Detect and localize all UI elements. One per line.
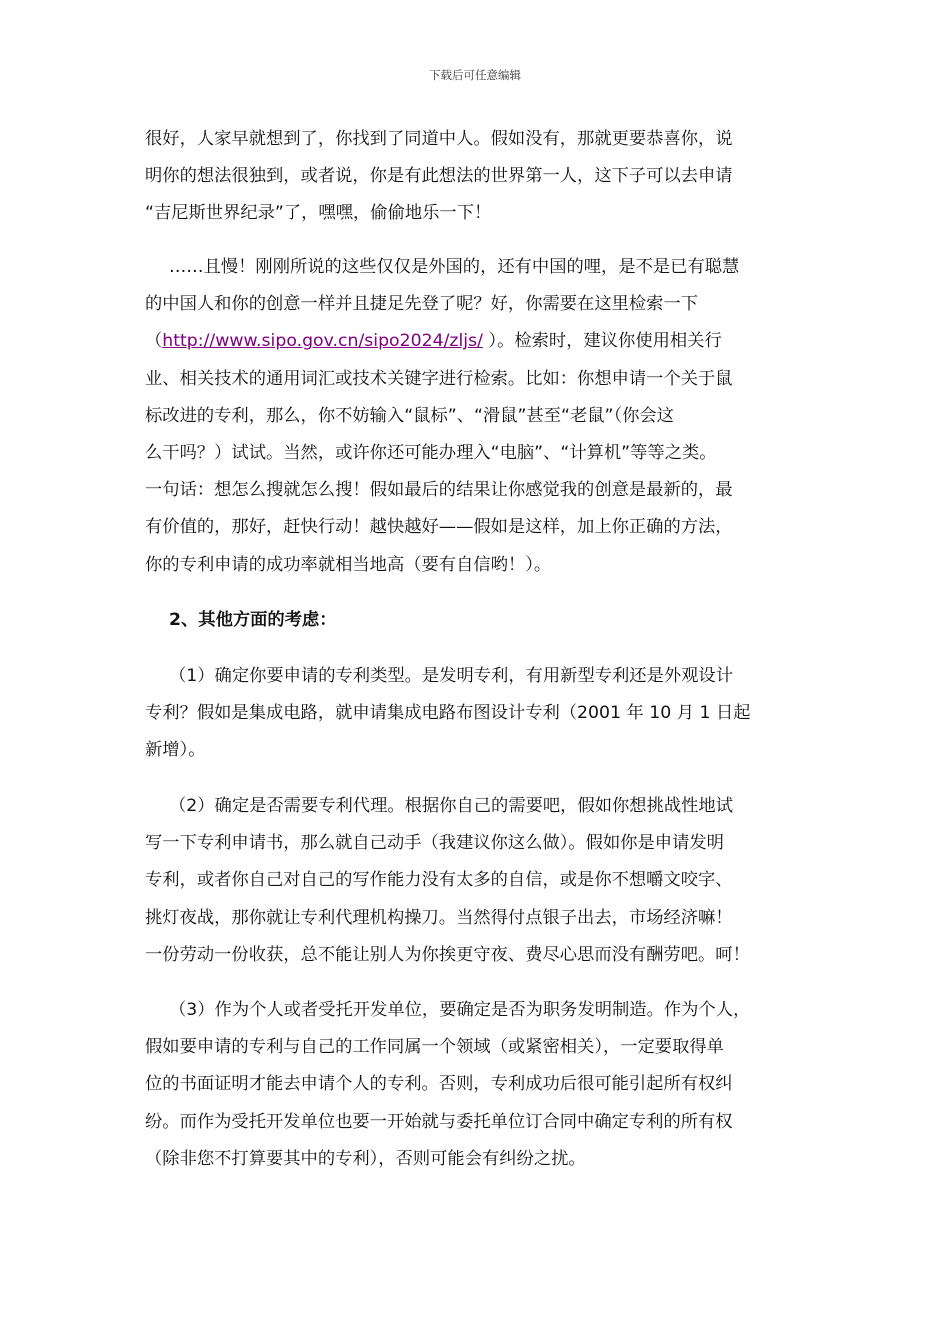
text-line: 有价值的，那好，赶快行动！越快越好——假如是这样，加上你正确的方法， bbox=[145, 517, 733, 538]
text-line: （3）作为个人或者受托开发单位，要确定是否为职务发明制造。作为个人， bbox=[169, 1000, 751, 1020]
text-line: 的中国人和你的创意一样并且捷足先登了呢？好，你需要在这里检索一下 bbox=[145, 294, 699, 315]
paragraph-item-1 bbox=[145, 658, 807, 770]
page-header: 下载后可任意编辑 bbox=[429, 68, 521, 82]
text-line: 一份劳动一份收获，总不能让别人为你挨更守夜、费尽心思而没有酬劳吧。呵！ bbox=[145, 944, 750, 965]
text-line: 挑灯夜战，那你就让专利代理机构操刀。当然得付点银子出去，市场经济嘛！ bbox=[145, 907, 733, 928]
paragraph-item-2 bbox=[145, 788, 807, 974]
text-line: 位的书面证明才能去申请个人的专利。否则，专利成功后很可能引起所有权纠 bbox=[145, 1074, 733, 1095]
text-line: 一句话：想怎么搜就怎么搜！假如最后的结果让你感觉我的创意是最新的，最 bbox=[145, 480, 733, 501]
text-line: （2）确定是否需要专利代理。根据你自己的需要吧，假如你想挑战性地试 bbox=[169, 796, 733, 816]
text-line: 么干吗？）试试。当然，或许你还可能办理入“电脑”、“计算机”等等之类。 bbox=[145, 443, 717, 464]
section-heading bbox=[145, 602, 807, 639]
text-line: “吉尼斯世界纪录”了，嘿嘿，偷偷地乐一下！ bbox=[145, 203, 492, 224]
text-line: 标改进的专利，那么，你不妨输入“鼠标”、“滑鼠”甚至“老鼠”（你会这 bbox=[145, 405, 674, 426]
text-line: 很好，人家早就想到了，你找到了同道中人。假如没有，那就更要恭喜你，说 bbox=[145, 129, 733, 149]
open-paren: （ bbox=[145, 331, 163, 352]
text-line: 专利，或者你自己对自己的写作能力没有太多的自信，或是你不想嚼文咬字、 bbox=[145, 870, 733, 891]
text-line: ……且慢！刚刚所说的这些仅仅是外国的，还有中国的哩，是不是已有聪慧 bbox=[169, 257, 740, 277]
paragraph-item-3 bbox=[145, 992, 807, 1178]
paragraph-2 bbox=[145, 249, 807, 584]
text-line: 假如要申请的专利与自己的工作同属一个领域（或紧密相关），一定要取得单 bbox=[145, 1037, 724, 1058]
text-line: 业、相关技术的通用词汇或技术关键字进行检索。比如：你想申请一个关于鼠 bbox=[145, 368, 733, 389]
text-line: 你的专利申请的成功率就相当地高（要有自信哟！）。 bbox=[145, 554, 552, 575]
heading-text: 2、其他方面的考虑： bbox=[169, 610, 337, 630]
text-line: 纷。而作为受托开发单位也要一开始就与委托单位订合同中确定专利的所有权 bbox=[145, 1111, 733, 1132]
text-line: 写一下专利申请书，那么就自己动手（我建议你这么做）。假如你是申请发明 bbox=[145, 833, 724, 854]
text-after-link: ）。检索时，建议你使用相关行 bbox=[482, 331, 722, 352]
text-line: 明你的想法很独到，或者说，你是有此想法的世界第一人，这下子可以去申请 bbox=[145, 166, 733, 187]
text-line: 新增）。 bbox=[145, 740, 206, 761]
paragraph-1 bbox=[145, 121, 807, 233]
text-line: （除非您不打算要其中的专利），否则可能会有纠纷之扰。 bbox=[145, 1148, 586, 1169]
text-line: 专利？假如是集成电路，就申请集成电路布图设计专利（2001 年 10 月 1 日起 bbox=[145, 703, 751, 724]
sipo-search-link[interactable]: http://www.sipo.gov.cn/sipo2024/zljs/ bbox=[162, 331, 483, 352]
text-line-with-link bbox=[145, 323, 807, 360]
text-line: （1）确定你要申请的专利类型。是发明专利，有用新型专利还是外观设计 bbox=[169, 666, 733, 686]
